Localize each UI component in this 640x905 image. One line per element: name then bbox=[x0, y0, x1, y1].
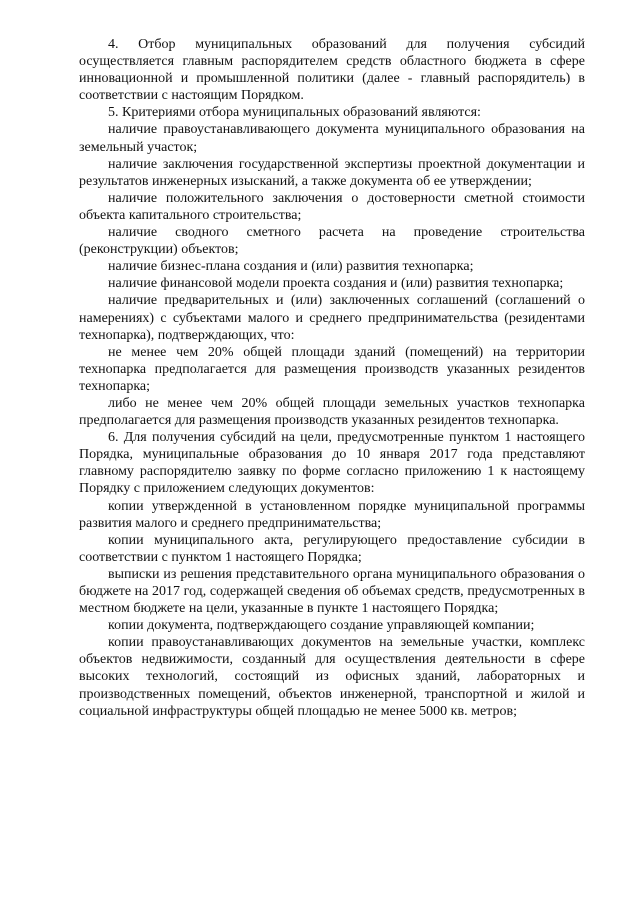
criterion-state-expertise: наличие заключения государственной экспертизы проектной документации и результатов инженерных изысканий, а также документа об ее утверждении; bbox=[79, 156, 585, 189]
condition-buildings-area: не менее чем 20% общей площади зданий (помещений) на территории технопарка предполагается для размещения производств указанных резидентов технопарка; bbox=[79, 344, 585, 394]
document-management-company: копии документа, подтверждающего создание управляющей компании; bbox=[108, 618, 535, 634]
paragraph-item-6-application: 6. Для получения субсидий на цели, предусмотренные пунктом 1 настоящего Порядка, муниципальные образования до 10 января 2017 года представляют главному распорядителю заявку по форме согласно приложению 1 к настоящему Порядку с приложением следующих документов: bbox=[79, 430, 585, 497]
criterion-financial-model: наличие финансовой модели проекта создания и (или) развития технопарка; bbox=[108, 276, 564, 292]
criterion-land-title: наличие правоустанавливающего документа муниципального образования на земельный участок; bbox=[79, 122, 585, 155]
paragraph-item-4-selection: 4. Отбор муниципальных образований для получения субсидий осуществляется главным распорядителем средств областного бюджета в сфере инновационной и промышленной политики (далее - главный распорядитель) в соответствии с настоящим Порядком. bbox=[79, 37, 585, 104]
document-page bbox=[79, 36, 585, 720]
criterion-summary-estimate: наличие сводного сметного расчета на проведение строительства (реконструкции) объектов; bbox=[79, 225, 585, 258]
document-municipal-act: копии муниципального акта, регулирующего предоставление субсидии в соответствии с пунктом 1 настоящего Порядка; bbox=[79, 532, 585, 565]
criterion-business-plan: наличие бизнес-плана создания и (или) развития технопарка; bbox=[108, 259, 474, 275]
condition-land-area: либо не менее чем 20% общей площади земельных участков технопарка предполагается для размещения производств указанных резидентов технопарка. bbox=[79, 395, 585, 429]
paragraph-item-5-criteria: 5. Критериями отбора муниципальных образований являются: bbox=[108, 105, 481, 121]
document-municipal-program: копии утвержденной в установленном порядке муниципальной программы развития малого и среднего предпринимательства; bbox=[79, 498, 585, 531]
document-property-titles: копии правоустанавливающих документов на земельные участки, комплекс объектов недвижимости, созданный для осуществления деятельности в сфере высоких технологий, состоящий из офисных зданий, лабораторных и производственных помещений, объектов инженерной, транспортной и жилой и социальной инфраструктуры общей площадью не менее 5000 кв. метров; bbox=[79, 635, 585, 719]
criterion-agreements: наличие предварительных и (или) заключенных соглашений (соглашений о намерениях) с субъектами малого и среднего предпринимательства (резидентами технопарка), подтверждающих, что: bbox=[79, 293, 585, 343]
document-budget-extract: выписки из решения представительного органа муниципального образования о бюджете на 2017 год, содержащей сведения об объемах средств, предусмотренных в местном бюджете на цели, указанные в пункте 1 настоящего Порядка; bbox=[79, 566, 585, 617]
criterion-cost-estimate-conclusion: наличие положительного заключения о достоверности сметной стоимости объекта капитального строительства; bbox=[79, 190, 585, 223]
